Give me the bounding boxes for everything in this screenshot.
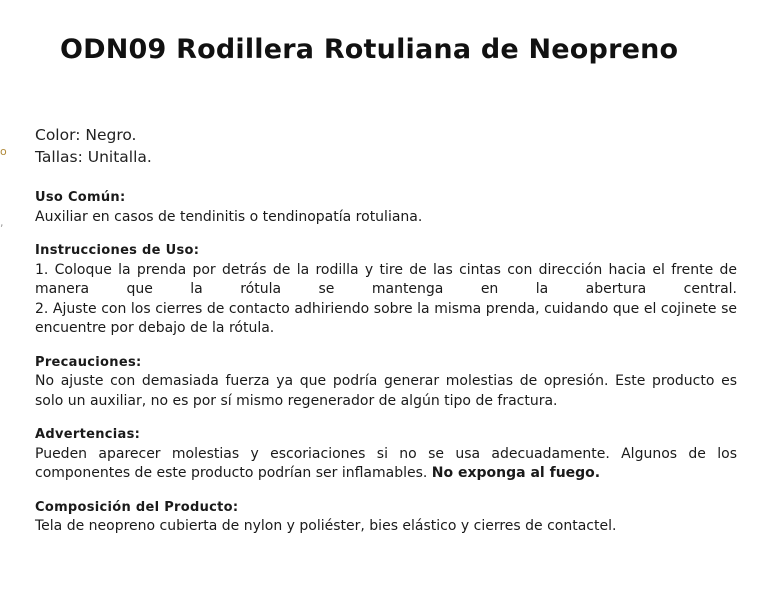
product-description xyxy=(35,124,737,537)
instruction-step-2: 2. Ajuste con los cierres de contacto adhiriendo sobre la misma prenda, cuidando que el cojinete se encuentre por debajo de la rótula. xyxy=(35,300,737,336)
section-text: Tela de neopreno cubierta de nylon y poliéster, bies elástico y cierres de contactel. xyxy=(35,518,617,534)
section-heading: Uso Común: xyxy=(35,190,126,205)
section-advertencias xyxy=(35,425,737,484)
section-uso-comun xyxy=(35,188,737,227)
section-heading: Precauciones: xyxy=(35,354,142,370)
sizes-line: Tallas: Unitalla. xyxy=(35,148,152,166)
color-line: Color: Negro. xyxy=(35,126,137,144)
page-title: ODN09 Rodillera Rotuliana de Neopreno xyxy=(60,34,679,65)
warning-bold-text: No exponga al fuego. xyxy=(431,465,601,481)
instruction-step-1: 1. Coloque la prenda por detrás de la rodilla y tire de las cintas con dirección hacia el frente de manera que la rótula se mantenga en la abertura central. xyxy=(35,261,737,297)
section-heading: Instrucciones de Uso: xyxy=(35,243,200,258)
section-heading: Composición del Producto: xyxy=(35,499,239,515)
edge-mark-top: o xyxy=(0,145,7,158)
section-text xyxy=(35,445,737,484)
section-heading: Advertencias: xyxy=(35,427,141,442)
product-meta xyxy=(35,124,737,168)
section-precauciones xyxy=(35,353,737,412)
warning-text: Pueden aparecer molestias y escoriaciones si no se usa adecuadamente. Algunos de los componentes de este producto podrían ser inflamables. xyxy=(35,445,737,481)
section-text: No ajuste con demasiada fuerza ya que podría generar molestias de opresión. Este producto es solo un auxiliar, no es por sí mismo regenerador de algún tipo de fractura. xyxy=(35,373,737,409)
section-text: Auxiliar en casos de tendinitis o tendinopatía rotuliana. xyxy=(35,208,423,225)
edge-mark-bottom: , xyxy=(0,216,4,229)
section-composicion xyxy=(35,498,737,537)
section-instrucciones xyxy=(35,241,737,339)
